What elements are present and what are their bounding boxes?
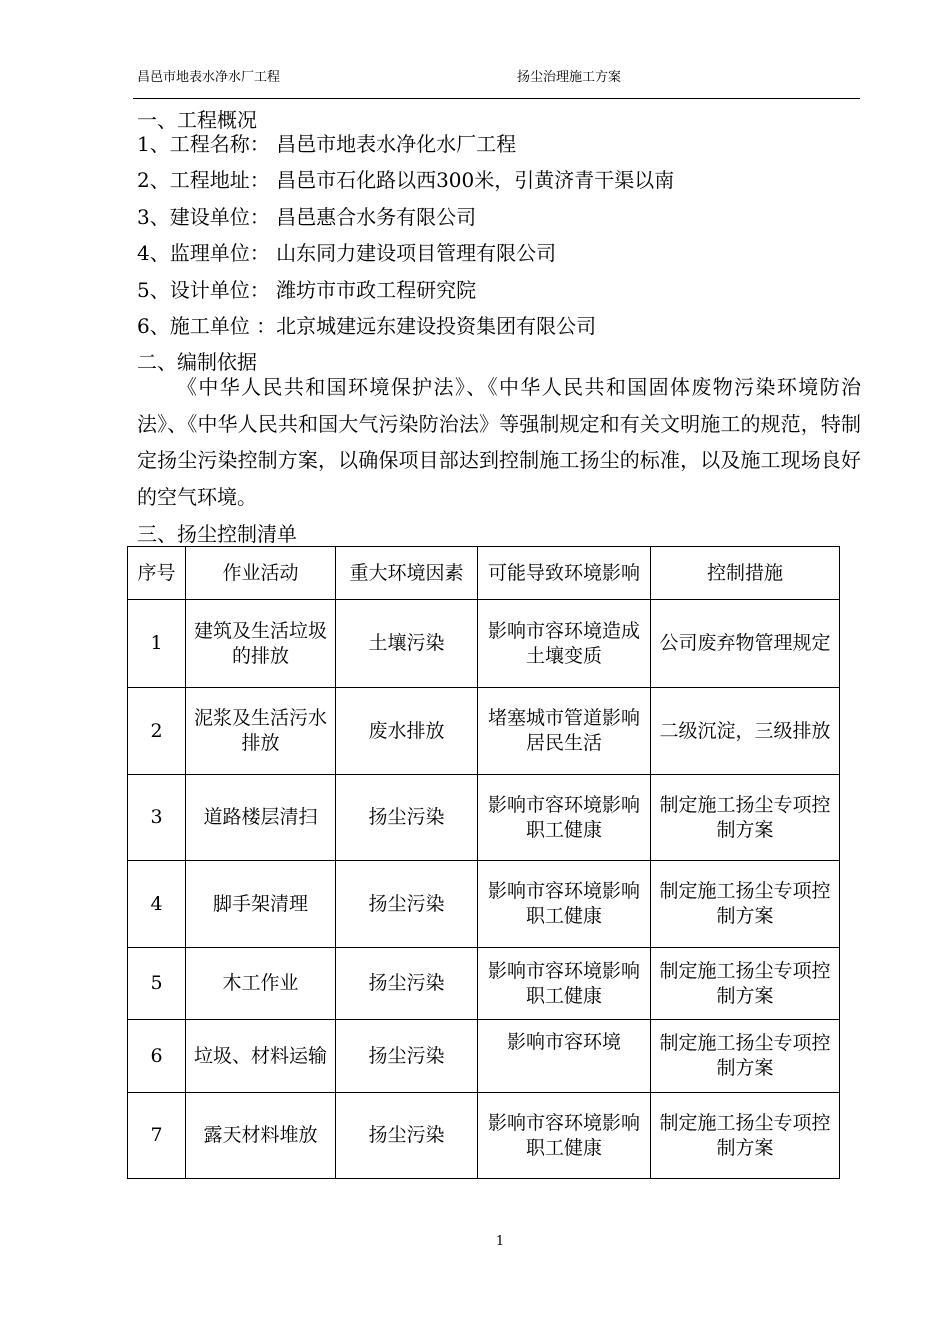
table-cell: 制定施工扬尘专项控制方案 (651, 861, 840, 948)
table-header-cell: 序号 (128, 547, 186, 600)
section-3-title: 三、扬尘控制清单 (137, 522, 297, 546)
table-cell: 影响市容环境影响职工健康 (478, 1093, 651, 1179)
table-row (128, 600, 840, 688)
table-cell: 影响市容环境影响职工健康 (478, 775, 651, 861)
project-info-line: 4、监理单位： 山东同力建设项目管理有限公司 (137, 241, 557, 265)
table-cell: 制定施工扬尘专项控制方案 (651, 1093, 840, 1179)
table-cell: 制定施工扬尘专项控制方案 (651, 775, 840, 861)
table-cell: 2 (128, 688, 186, 775)
table-header-cell: 重大环境因素 (336, 547, 478, 600)
table-cell: 二级沉淀，三级排放 (651, 688, 840, 775)
table-cell: 3 (128, 775, 186, 861)
table-cell: 土壤污染 (336, 600, 478, 688)
table-cell: 制定施工扬尘专项控制方案 (651, 1020, 840, 1093)
table-row (128, 861, 840, 948)
table-header-cell: 控制措施 (651, 547, 840, 600)
table-cell: 6 (128, 1020, 186, 1093)
basis-paragraph: 《中华人民共和国环境保护法》、《中华人民共和国固体废物污染环境防治法》、《中华人民共和国大气污染防治法》等强制规定和有关文明施工的规范，特制定扬尘污染控制方案，以确保项目部达到控制施工扬尘的标准，以及施工现场良好的空气环境。 (137, 375, 861, 509)
table-cell: 5 (128, 948, 186, 1020)
table-cell: 影响市容环境造成土壤变质 (478, 600, 651, 688)
project-info-line: 5、设计单位： 潍坊市市政工程研究院 (137, 278, 477, 302)
table-cell: 废水排放 (336, 688, 478, 775)
table-cell: 扬尘污染 (336, 1093, 478, 1179)
dust-control-table (127, 546, 840, 1179)
table-header-row (128, 547, 840, 600)
table-cell: 扬尘污染 (336, 1020, 478, 1093)
table-cell: 道路楼层清扫 (186, 775, 336, 861)
project-info-line: 6、施工单位 ：北京城建远东建设投资集团有限公司 (137, 314, 597, 338)
table-cell: 堵塞城市管道影响居民生活 (478, 688, 651, 775)
table-header-cell: 可能导致环境影响 (478, 547, 651, 600)
table-cell: 露天材料堆放 (186, 1093, 336, 1179)
section-1-title: 一、工程概况 (137, 108, 257, 132)
project-info-line: 3、建设单位： 昌邑惠合水务有限公司 (137, 205, 477, 229)
page-number: 1 (495, 1234, 505, 1249)
header-divider (133, 98, 860, 99)
header-document-title: 扬尘治理施工方案 (517, 70, 622, 85)
table-row (128, 1020, 840, 1093)
table-cell: 制定施工扬尘专项控制方案 (651, 948, 840, 1020)
table-row (128, 688, 840, 775)
table-header-cell: 作业活动 (186, 547, 336, 600)
section-2-title: 二、编制依据 (137, 350, 257, 374)
table-cell: 扬尘污染 (336, 948, 478, 1020)
project-info-line: 1、工程名称： 昌邑市地表水净化水厂工程 (137, 132, 517, 156)
table-cell: 扬尘污染 (336, 861, 478, 948)
table-row (128, 1093, 840, 1179)
table-cell: 1 (128, 600, 186, 688)
table-row (128, 775, 840, 861)
table-cell: 4 (128, 861, 186, 948)
table-cell: 木工作业 (186, 948, 336, 1020)
header-project-title: 昌邑市地表水净水厂工程 (137, 70, 281, 85)
table-cell: 影响市容环境影响职工健康 (478, 948, 651, 1020)
table-cell: 泥浆及生活污水排放 (186, 688, 336, 775)
table-cell: 影响市容环境 (478, 1020, 651, 1093)
table-cell: 建筑及生活垃圾的排放 (186, 600, 336, 688)
table-cell: 扬尘污染 (336, 775, 478, 861)
table-cell: 公司废弃物管理规定 (651, 600, 840, 688)
table-cell: 7 (128, 1093, 186, 1179)
table-cell: 垃圾、材料运输 (186, 1020, 336, 1093)
table-row (128, 948, 840, 1020)
table-cell: 影响市容环境影响职工健康 (478, 861, 651, 948)
project-info-line: 2、工程地址： 昌邑市石化路以西300米，引黄济青干渠以南 (137, 168, 675, 192)
table-cell: 脚手架清理 (186, 861, 336, 948)
